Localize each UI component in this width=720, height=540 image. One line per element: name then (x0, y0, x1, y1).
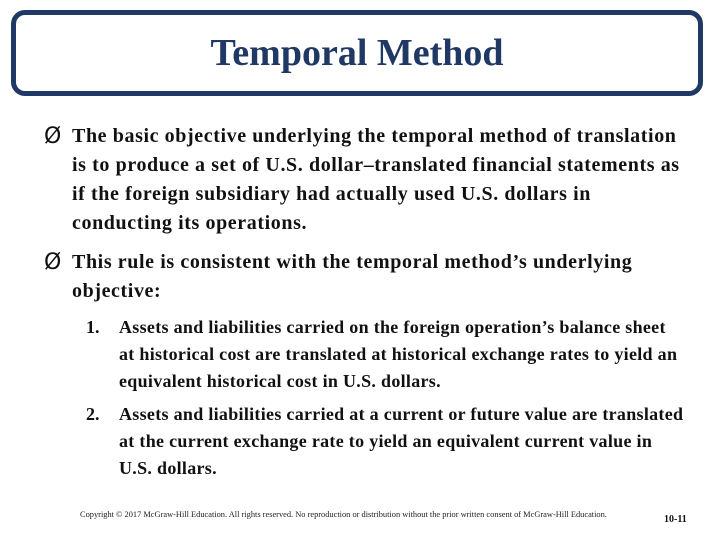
item-number: 1. (86, 317, 100, 337)
arrow-bullet-icon: Ø (44, 250, 62, 275)
bullet-text: The basic objective underlying the temporal method of translation is to produce a set of U.S. dollar–translated financial statements as if the foreign subsidiary had actually used U.S. dollars in conducting its operations. (72, 125, 680, 234)
arrow-bullet-icon: Ø (44, 124, 62, 149)
bullet-text: This rule is consistent with the temporal method’s underlying objective: (72, 251, 633, 302)
numbered-list (86, 314, 686, 488)
numbered-item (86, 401, 686, 482)
item-number: 2. (86, 404, 100, 424)
slide-title: Temporal Method (210, 32, 504, 74)
item-text: Assets and liabilities carried on the foreign operation’s balance sheet at historical cost are translated at historical exchange rates to yield an equivalent historical cost in U.S. dollars. (119, 317, 678, 391)
bullet-item (44, 122, 684, 238)
item-text: Assets and liabilities carried at a current or future value are translated at the current exchange rate to yield an equivalent current value in U.S. dollars. (119, 404, 684, 478)
title-frame (11, 10, 703, 96)
copyright-notice: Copyright © 2017 McGraw-Hill Education. All rights reserved. No reproduction or distribution without the prior written consent of McGraw-Hill Education. (80, 510, 607, 519)
bullet-item (44, 248, 684, 306)
slide-number: 10-11 (664, 514, 687, 525)
numbered-item (86, 314, 686, 395)
bullet-list (44, 122, 684, 316)
